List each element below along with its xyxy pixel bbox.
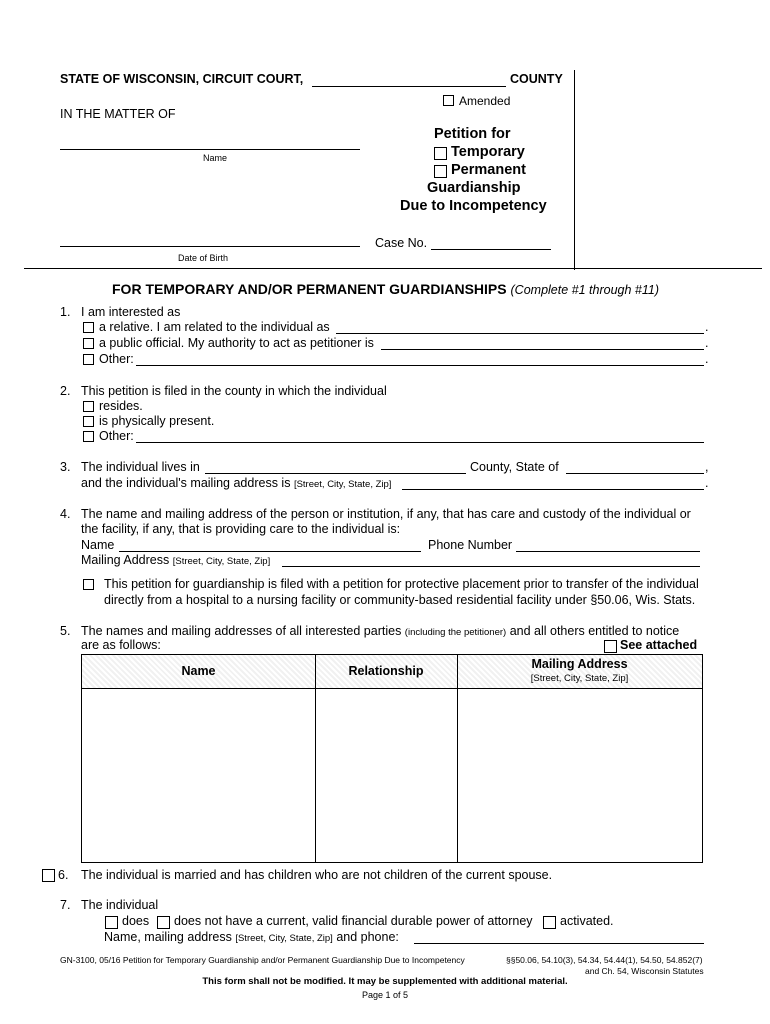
item-1-official-checkbox[interactable]: [83, 338, 94, 349]
item-2-resides-label: resides.: [99, 399, 143, 413]
item-1-relative-label: a relative. I am related to the individual as: [99, 320, 330, 334]
item-4-placement-line1: This petition for guardianship is filed with a petition for protective placement prior to transfer of the individual: [104, 577, 699, 591]
item-3-mailing-field[interactable]: [402, 489, 704, 490]
item-5-line1: The names and mailing addresses of all interested parties (including the petitioner) and all others entitled to notice: [81, 624, 680, 638]
item-4-mailing-hint: [Street, City, State, Zip]: [172, 556, 271, 567]
case-no-label: Case No.: [375, 236, 428, 250]
temporary-checkbox[interactable]: [434, 147, 447, 160]
period: .: [705, 336, 709, 350]
item-7-does-not-checkbox[interactable]: [157, 916, 170, 929]
item-2-text: This petition is filed in the county in which the individual: [81, 384, 387, 398]
item-6-text: The individual is married and has children who are not children of the current spouse.: [81, 868, 553, 882]
table-cell-name[interactable]: [82, 689, 315, 862]
item-1-relative-field[interactable]: [336, 333, 704, 334]
dob-caption: Date of Birth: [178, 253, 229, 263]
item-3-state-field[interactable]: [566, 473, 704, 474]
comma: ,: [705, 460, 709, 474]
item-7-name-address-label: Name, mailing address [Street, City, State, Zip] and phone:: [104, 930, 399, 944]
table-cell-relationship[interactable]: [316, 689, 457, 862]
item-1-text: I am interested as: [81, 305, 181, 319]
period: .: [705, 320, 709, 334]
col-header-relationship: Relationship: [348, 664, 424, 678]
item-1-relative-checkbox[interactable]: [83, 322, 94, 333]
item-7-activated-label: activated.: [560, 914, 614, 928]
col-header-mailing-hint: [Street, City, State, Zip]: [530, 673, 629, 684]
title-incompetency: Due to Incompetency: [400, 198, 547, 214]
item-3-county-state-label: County, State of: [470, 460, 559, 474]
see-attached-label: See attached: [620, 638, 698, 652]
item-7-activated-checkbox[interactable]: [543, 916, 556, 929]
item-4-number: 4.: [60, 507, 71, 521]
item-1-other-checkbox[interactable]: [83, 354, 94, 365]
section-instruction: (Complete #1 through #11): [510, 283, 659, 297]
item-3-mailing-label: and the individual's mailing address is [Street, City, State, Zip]: [81, 476, 392, 490]
footer-statutes-line1: §§50.06, 54.10(3), 54.34, 54.44(1), 54.50, 54.852(7): [506, 955, 703, 965]
col-header-mailing: Mailing Address: [531, 657, 628, 671]
item-5-line2: are as follows:: [81, 638, 161, 652]
item-4-mailing-field[interactable]: [282, 566, 700, 567]
section-heading: FOR TEMPORARY AND/OR PERMANENT GUARDIANSHIPS (Complete #1 through #11): [112, 281, 659, 297]
item-3-lives-in: The individual lives in: [81, 460, 200, 474]
permanent-checkbox[interactable]: [434, 165, 447, 178]
col-header-name: Name: [181, 664, 216, 678]
item-4-placement-checkbox[interactable]: [83, 579, 94, 590]
item-1-number: 1.: [60, 305, 71, 319]
footer-statutes-line2: and Ch. 54, Wisconsin Statutes: [585, 966, 704, 976]
item-4-line2: the facility, if any, that is providing care to the individual is:: [81, 522, 401, 536]
title-temporary: Temporary: [451, 144, 525, 160]
period: .: [705, 352, 709, 366]
table-cell-mailing[interactable]: [458, 689, 702, 862]
case-no-field[interactable]: [431, 249, 551, 250]
item-7-agent-field[interactable]: [414, 943, 704, 944]
item-3-county-field[interactable]: [205, 473, 466, 474]
item-4-name-label: Name: [81, 538, 115, 552]
name-caption: Name: [203, 153, 228, 163]
item-4-phone-field[interactable]: [516, 551, 700, 552]
caption-bottom-rule: [24, 268, 762, 269]
item-4-line1: The name and mailing address of the person or institution, if any, that has care and custody of the individual or: [81, 507, 691, 521]
item-1-other-field[interactable]: [136, 365, 704, 366]
item-2-resides-checkbox[interactable]: [83, 401, 94, 412]
title-petition-for: Petition for: [434, 126, 511, 142]
matter-of-label: IN THE MATTER OF: [60, 107, 176, 121]
item-4-phone-label: Phone Number: [428, 538, 513, 552]
item-7-number: 7.: [60, 898, 71, 912]
title-guardianship: Guardianship: [427, 180, 521, 196]
court-label: STATE OF WISCONSIN, CIRCUIT COURT,: [60, 72, 304, 86]
item-2-present-checkbox[interactable]: [83, 416, 94, 427]
amended-checkbox[interactable]: [443, 95, 454, 106]
item-4-placement-line2: directly from a hospital to a nursing facility or community-based residential facility under §50.06, Wis. Stats.: [104, 593, 696, 607]
item-7-hint: [Street, City, State, Zip]: [235, 933, 333, 944]
period: .: [705, 476, 709, 490]
title-permanent: Permanent: [451, 162, 526, 178]
item-2-other-checkbox[interactable]: [83, 431, 94, 442]
amended-label: Amended: [459, 94, 511, 108]
item-1-other-label: Other:: [99, 352, 134, 366]
item-7-does-not-label: does not have a current, valid financial durable power of attorney: [174, 914, 533, 928]
dob-field[interactable]: [60, 246, 360, 247]
item-3-number: 3.: [60, 460, 71, 474]
item-2-number: 2.: [60, 384, 71, 398]
item-2-other-field[interactable]: [136, 442, 704, 443]
footer-notice: This form shall not be modified. It may be supplemented with additional material.: [202, 976, 568, 987]
item-2-other-label: Other:: [99, 429, 134, 443]
item-7-text: The individual: [81, 898, 159, 912]
item-6-number: 6.: [58, 868, 69, 882]
item-2-present-label: is physically present.: [99, 414, 215, 428]
item-7-does-label: does: [122, 914, 150, 928]
item-1-official-field[interactable]: [381, 349, 704, 350]
caption-divider: [574, 70, 575, 270]
individual-name-field[interactable]: [60, 149, 360, 150]
item-4-name-field[interactable]: [119, 551, 421, 552]
county-field[interactable]: [312, 86, 506, 87]
item-3-mailing-hint: [Street, City, State, Zip]: [293, 479, 392, 490]
item-4-mailing-label: Mailing Address [Street, City, State, Zip]: [81, 553, 271, 567]
page-number: Page 1 of 5: [361, 990, 409, 1000]
interested-parties-table: [81, 654, 703, 863]
see-attached-checkbox[interactable]: [604, 640, 617, 653]
footer-form-id: GN-3100, 05/16 Petition for Temporary Guardianship and/or Permanent Guardianship Due to Incompetency: [60, 955, 465, 965]
item-7-does-checkbox[interactable]: [105, 916, 118, 929]
item-1-official-label: a public official. My authority to act as petitioner is: [99, 336, 374, 350]
item-5-line1-hint: (including the petitioner): [404, 627, 507, 638]
county-label: COUNTY: [510, 72, 563, 86]
item-6-checkbox[interactable]: [42, 869, 55, 882]
item-5-number: 5.: [60, 624, 71, 638]
